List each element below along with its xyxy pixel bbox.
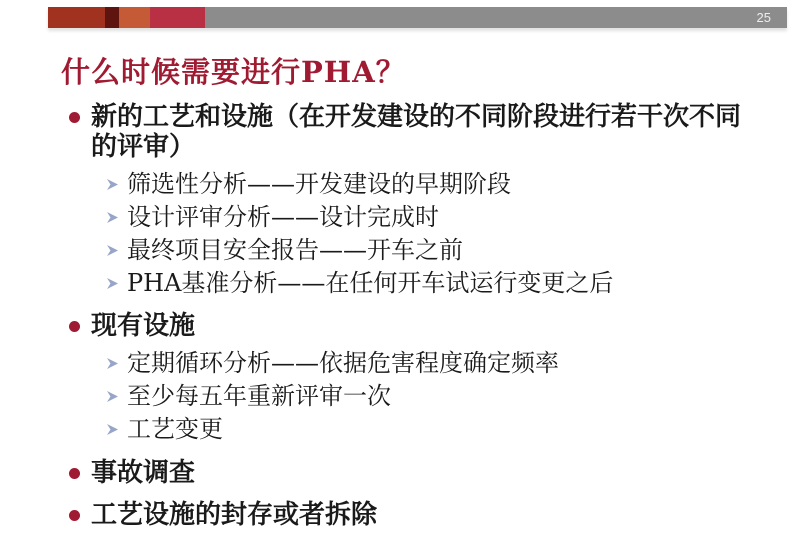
- arrowhead-bullet-icon: [106, 390, 119, 403]
- bullet-item-l2: [62, 201, 752, 234]
- arrowhead-bullet-icon: [106, 277, 119, 290]
- bullet-text: 定期循环分析——依据危害程度确定频率: [127, 349, 559, 377]
- bullet-text: 事故调查: [91, 458, 196, 488]
- bullet-text: 新的工艺和设施（在开发建设的不同阶段进行若干次不同的评审）: [91, 102, 742, 162]
- bullet-text: 设计评审分析——设计完成时: [127, 203, 439, 231]
- bullet-text: 现有设施: [91, 311, 196, 341]
- bullet-item-l2: [62, 347, 752, 380]
- bullet-dot-icon: [69, 321, 80, 332]
- slide-title: 什么时候需要进行PHA？: [61, 55, 406, 89]
- bullet-text: 工艺变更: [127, 415, 223, 443]
- page-number: 25: [756, 10, 771, 25]
- bullet-item-l1: [62, 500, 752, 530]
- bullet-dot-icon: [69, 510, 80, 521]
- bullet-item-l2: [62, 234, 752, 267]
- arrowhead-bullet-icon: [106, 244, 119, 257]
- bullet-text: 最终项目安全报告——开车之前: [127, 236, 463, 264]
- accent-block-3: [119, 7, 150, 28]
- arrowhead-bullet-icon: [106, 211, 119, 224]
- top-accent-bar: [48, 7, 787, 28]
- bullet-list: [62, 102, 752, 536]
- bullet-item-l2: [62, 380, 752, 413]
- accent-block-2: [105, 7, 119, 28]
- bullet-text: 工艺设施的封存或者拆除: [91, 500, 378, 530]
- bullet-dot-icon: [69, 112, 80, 123]
- accent-block-1: [48, 7, 105, 28]
- bullet-item-l2: [62, 267, 752, 300]
- bullet-item-l1: [62, 102, 752, 162]
- bullet-item-l2: [62, 168, 752, 201]
- bullet-item-l1: [62, 311, 752, 341]
- arrowhead-bullet-icon: [106, 423, 119, 436]
- bullet-text: 筛选性分析——开发建设的早期阶段: [127, 170, 511, 198]
- bullet-text: 至少每五年重新评审一次: [127, 382, 391, 410]
- arrowhead-bullet-icon: [106, 357, 119, 370]
- bullet-text: PHA基准分析——在任何开车试运行变更之后: [127, 269, 614, 297]
- accent-block-4: [150, 7, 205, 28]
- arrowhead-bullet-icon: [106, 178, 119, 191]
- bullet-item-l2: [62, 413, 752, 446]
- accent-bar-gray: [205, 7, 787, 28]
- bullet-item-l1: [62, 458, 752, 488]
- bullet-dot-icon: [69, 468, 80, 479]
